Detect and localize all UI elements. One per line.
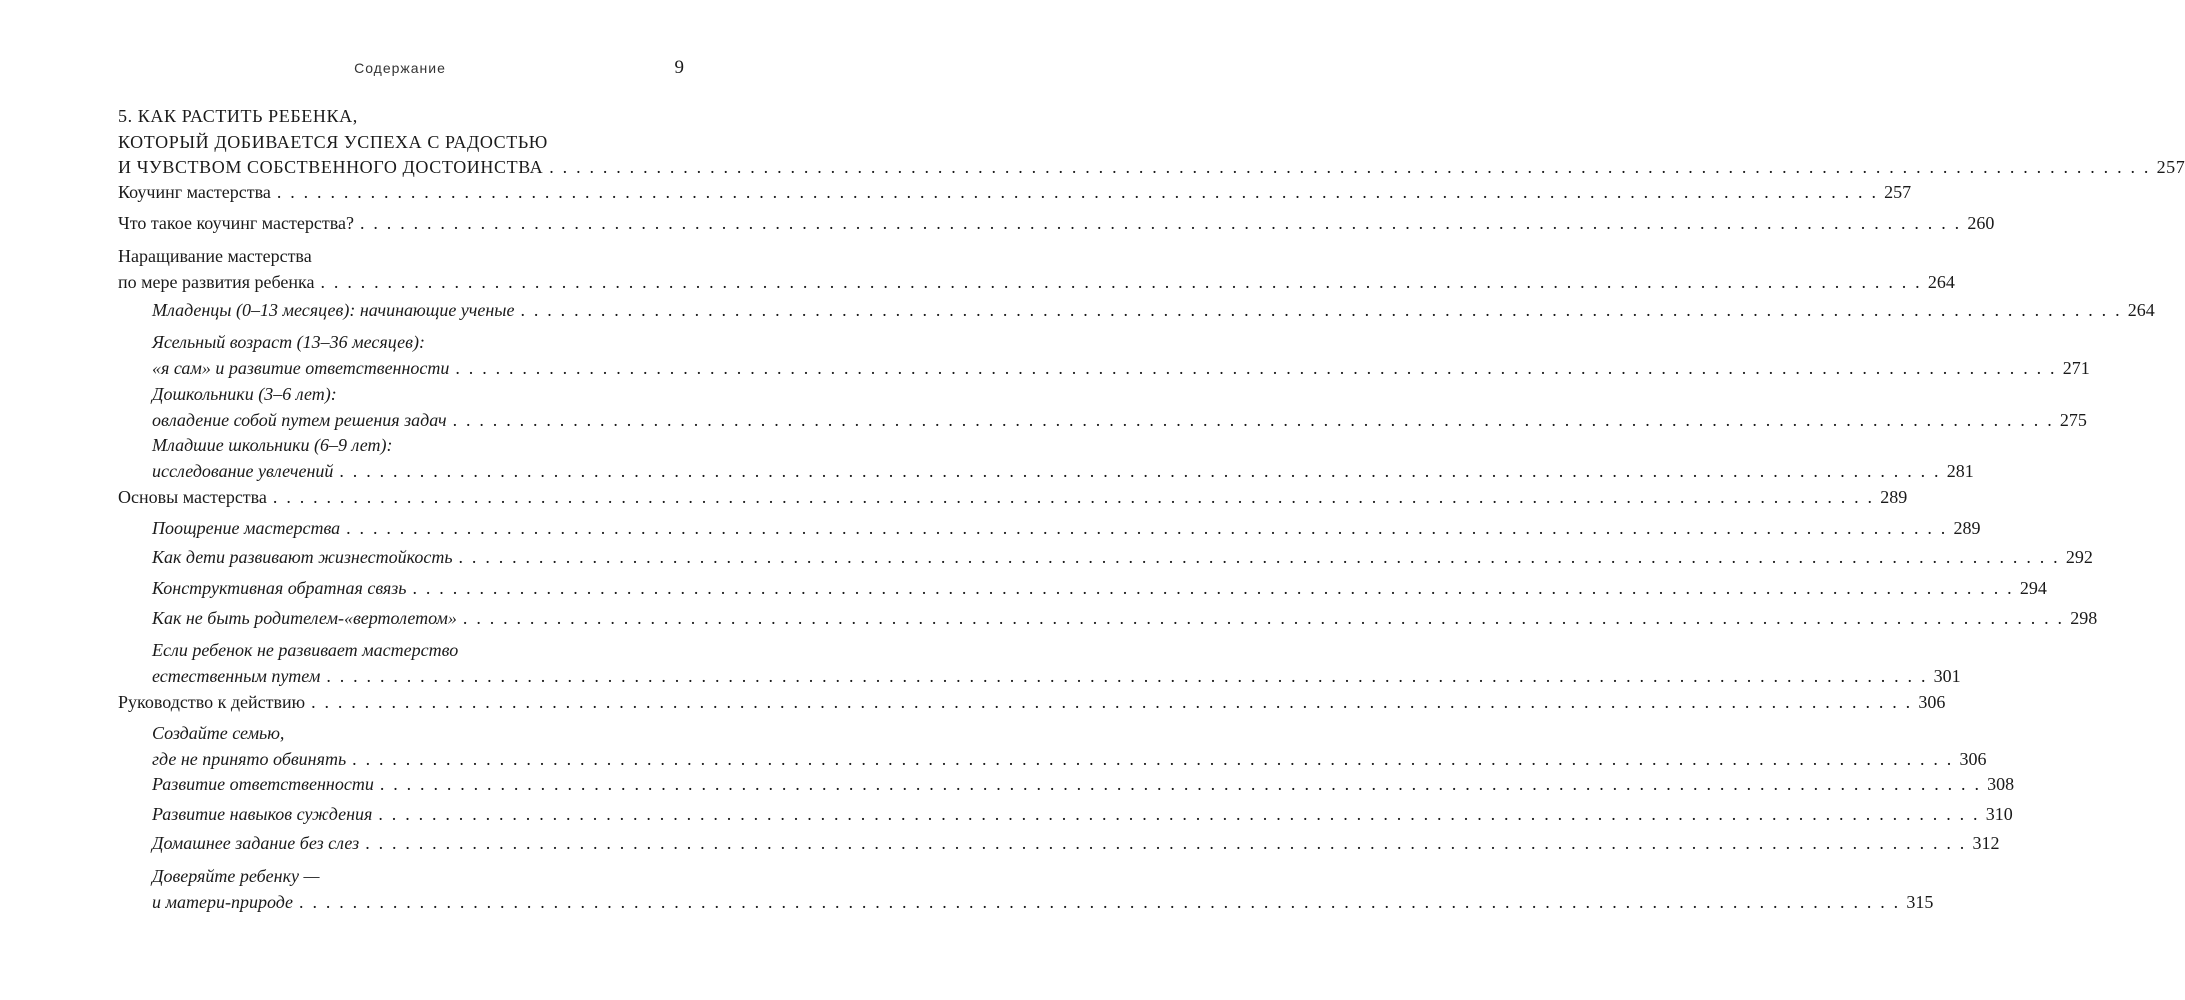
dot-leader: . . . . . . . . . . . . . . . . . . . . . . . . . . . . . . . . . . . . . . . . . . . . . . . . . . . . . . . . . . . . . . . . . . . . . . . . . . . . . . . . . . . . . . . . . . . . . . . . . . . . . . . . . . . . . . . . . . . . . . . . <box>455 357 2057 378</box>
toc-entry-title-line: Развитие ответственности <box>152 774 374 794</box>
toc-entry[interactable] <box>152 433 1974 484</box>
toc-entry-last-line <box>118 690 1946 716</box>
toc-entry-title-line: Поощрение мастерства <box>152 518 341 538</box>
toc-entry[interactable] <box>152 606 2098 632</box>
dot-leader: . . . . . . . . . . . . . . . . . . . . . . . . . . . . . . . . . . . . . . . . . . . . . . . . . . . . . . . . . . . . . . . . . . . . . . . . . . . . . . . . . . . . . . . . . . . . . . . . . . . . . . . . . . . . . . . . . . . . . . . . <box>360 213 1962 233</box>
toc-entry-title-line: Наращивание мастерства <box>118 246 312 266</box>
toc-page-number: 308 <box>1987 774 2015 794</box>
toc-entry-title-line: Основы мастерства <box>118 487 267 507</box>
toc-entry-title-line: по мере развития ребенка <box>118 271 315 292</box>
dot-leader: . . . . . . . . . . . . . . . . . . . . . . . . . . . . . . . . . . . . . . . . . . . . . . . . . . . . . . . . . . . . . . . . . . . . . . . . . . . . . . . . . . . . . . . . . . . . . . . . . . . . . . . . . . . . . . . . . . . . . . . . <box>276 182 1879 202</box>
toc-entry-title-line: Дошкольники (3–6 лет): <box>152 384 337 404</box>
toc-entry[interactable] <box>152 864 1934 915</box>
toc-entry[interactable] <box>152 772 2015 798</box>
toc-entry-last-line <box>152 802 2013 828</box>
toc-entry-last-line <box>152 408 2087 434</box>
dot-leader: . . . . . . . . . . . . . . . . . . . . . . . . . . . . . . . . . . . . . . . . . . . . . . . . . . . . . . . . . . . . . . . . . . . . . . . . . . . . . . . . . . . . . . . . . . . . . . . . . . . . . . . . . . . . . . . . . . . . . . . . <box>462 608 2065 628</box>
toc-page-number: 306 <box>1918 692 1946 712</box>
toc-entry-last-line <box>118 155 2185 181</box>
toc-entry-last-line <box>152 356 2090 382</box>
toc-page-number: 301 <box>1933 665 1961 686</box>
toc-page-number: 289 <box>1880 487 1908 507</box>
toc-entry-last-line <box>152 545 2093 571</box>
toc-entry[interactable] <box>152 831 2000 857</box>
toc-page-number: 264 <box>2127 300 2155 320</box>
toc-entry[interactable] <box>152 382 2087 433</box>
dot-leader: . . . . . . . . . . . . . . . . . . . . . . . . . . . . . . . . . . . . . . . . . . . . . . . . . . . . . . . . . . . . . . . . . . . . . . . . . . . . . . . . . . . . . . . . . . . . . . . . . . . . . . . . . . . . . . . . . . . . . . . . <box>320 271 1922 292</box>
toc-entry[interactable] <box>152 721 1987 772</box>
toc-entry-title-line: исследование увлечений <box>152 460 334 481</box>
toc-entry[interactable] <box>118 485 1908 511</box>
dot-leader: . . . . . . . . . . . . . . . . . . . . . . . . . . . . . . . . . . . . . . . . . . . . . . . . . . . . . . . . . . . . . . . . . . . . . . . . . . . . . . . . . . . . . . . . . . . . . . . . . . . . . . . . . . . . . . . . . . . . . . . . <box>272 487 1875 507</box>
toc-entry-last-line <box>152 606 2098 632</box>
toc-entry[interactable] <box>152 638 1961 689</box>
toc-entry-title-line: Что такое коучинг мастерства? <box>118 213 354 233</box>
dot-leader: . . . . . . . . . . . . . . . . . . . . . . . . . . . . . . . . . . . . . . . . . . . . . . . . . . . . . . . . . . . . . . . . . . . . . . . . . . . . . . . . . . . . . . . . . . . . . . . . . . . . . . . . . . . . . . . . . . . . . . . . <box>339 460 1941 481</box>
toc-entry-last-line <box>152 772 2015 798</box>
toc-page-number: 264 <box>1927 271 1955 292</box>
toc-page-number: 260 <box>1967 213 1995 233</box>
toc-entry[interactable] <box>152 330 2090 381</box>
toc-entry-title-line: Руководство к действию <box>118 692 306 712</box>
dot-leader: . . . . . . . . . . . . . . . . . . . . . . . . . . . . . . . . . . . . . . . . . . . . . . . . . . . . . . . . . . . . . . . . . . . . . . . . . . . . . . . . . . . . . . . . . . . . . . . . . . . . . . . . . . . . . . . . . . . . . . . . <box>520 300 2122 320</box>
toc-entry-last-line <box>152 516 1981 542</box>
toc-entry-last-line <box>118 485 1908 511</box>
toc-entry[interactable] <box>118 211 1995 237</box>
toc-entry-title-line: И ЧУВСТВОМ СОБСТВЕННОГО ДОСТОИНСТВА <box>118 157 544 177</box>
toc-entry-title-line: естественным путем <box>152 665 321 686</box>
toc-entry-title-line: Ясельный возраст (13–36 месяцев): <box>152 332 425 352</box>
dot-leader: . . . . . . . . . . . . . . . . . . . . . . . . . . . . . . . . . . . . . . . . . . . . . . . . . . . . . . . . . . . . . . . . . . . . . . . . . . . . . . . . . . . . . . . . . . . . . . . . . . . . . . . . . . . . . . . . . . . . . . . . <box>378 804 1980 824</box>
dot-leader: . . . . . . . . . . . . . . . . . . . . . . . . . . . . . . . . . . . . . . . . . . . . . . . . . . . . . . . . . . . . . . . . . . . . . . . . . . . . . . . . . . . . . . . . . . . . . . . . . . . . . . . . . . . . . . . . . . . . . . . . <box>365 833 1967 853</box>
toc-entry-last-line <box>152 298 2155 324</box>
dot-leader: . . . . . . . . . . . . . . . . . . . . . . . . . . . . . . . . . . . . . . . . . . . . . . . . . . . . . . . . . . . . . . . . . . . . . . . . . . . . . . . . . . . . . . . . . . . . . . . . . . . . . . . . . . . . . . . . . . . . . . . . <box>412 578 2014 598</box>
toc-entry[interactable] <box>152 545 2093 571</box>
dot-leader: . . . . . . . . . . . . . . . . . . . . . . . . . . . . . . . . . . . . . . . . . . . . . . . . . . . . . . . . . . . . . . . . . . . . . . . . . . . . . . . . . . . . . . . . . . . . . . . . . . . . . . . . . . . . . . . . . . . . . . . . <box>452 409 2054 430</box>
dot-leader: . . . . . . . . . . . . . . . . . . . . . . . . . . . . . . . . . . . . . . . . . . . . . . . . . . . . . . . . . . . . . . . . . . . . . . . . . . . . . . . . . . . . . . . . . . . . . . . . . . . . . . . . . . . . . . . . . . . . . . . . <box>299 891 1901 912</box>
toc-entry-title-line: Как не быть родителем-«вертолетом» <box>152 608 457 628</box>
toc-entry-title-line: Как дети развивают жизнестойкость <box>152 547 453 567</box>
toc-entry-last-line <box>152 664 1961 690</box>
dot-leader: . . . . . . . . . . . . . . . . . . . . . . . . . . . . . . . . . . . . . . . . . . . . . . . . . . . . . . . . . . . . . . . . . . . . . . . . . . . . . . . . . . . . . . . . . . . . . . . . . . . . . . . . . . . . . . . . . . . . . . . . <box>379 774 1982 794</box>
toc-entry-last-line <box>152 576 2047 602</box>
page-number: 9 <box>674 57 684 78</box>
dot-leader: . . . . . . . . . . . . . . . . . . . . . . . . . . . . . . . . . . . . . . . . . . . . . . . . . . . . . . . . . . . . . . . . . . . . . . . . . . . . . . . . . . . . . . . . . . . . . . . . . . . . . . . . . . . . . . . . . . . . . . . . <box>549 157 2151 177</box>
toc-entry[interactable] <box>152 298 2155 324</box>
toc-page-number: 294 <box>2019 578 2047 598</box>
toc-page-number: 275 <box>2059 409 2087 430</box>
toc-entry-title-line: Если ребенок не развивает мастерство <box>152 640 459 660</box>
toc-page-number: 298 <box>2070 608 2098 628</box>
toc-entry-title-line: 5. КАК РАСТИТЬ РЕБЕНКА, <box>118 106 358 126</box>
dot-leader: . . . . . . . . . . . . . . . . . . . . . . . . . . . . . . . . . . . . . . . . . . . . . . . . . . . . . . . . . . . . . . . . . . . . . . . . . . . . . . . . . . . . . . . . . . . . . . . . . . . . . . . . . . . . . . . . . . . . . . . . <box>311 692 1913 712</box>
toc-entry[interactable] <box>152 802 2013 828</box>
toc-entry-last-line <box>118 211 1995 237</box>
toc-entry-last-line <box>118 180 1912 206</box>
toc-entry-title-line: Доверяйте ребенку — <box>152 866 320 886</box>
toc-entry-title-line: Младшие школьники (6–9 лет): <box>152 435 393 455</box>
toc-page-number: 257 <box>1884 182 1912 202</box>
toc-entry[interactable] <box>118 690 1946 716</box>
toc-entry[interactable] <box>152 576 2047 602</box>
toc-entry-last-line <box>152 831 2000 857</box>
dot-leader: . . . . . . . . . . . . . . . . . . . . . . . . . . . . . . . . . . . . . . . . . . . . . . . . . . . . . . . . . . . . . . . . . . . . . . . . . . . . . . . . . . . . . . . . . . . . . . . . . . . . . . . . . . . . . . . . . . . . . . . . <box>352 748 1954 769</box>
toc-entry-last-line <box>152 890 1934 916</box>
toc-page-number: 271 <box>2062 357 2090 378</box>
toc-page-number: 312 <box>1972 833 2000 853</box>
toc-page-number: 281 <box>1946 460 1974 481</box>
toc-page-number: 257 <box>2156 157 2185 177</box>
toc-entry-title-line: «я сам» и развитие ответственности <box>152 357 450 378</box>
toc-entry-title-line: Развитие навыков суждения <box>152 804 373 824</box>
toc-page-number: 292 <box>2065 547 2093 567</box>
toc-entry-title-line: овладение собой путем решения задач <box>152 409 447 430</box>
toc-entry-last-line <box>152 747 1987 773</box>
toc-page-number: 289 <box>1953 518 1981 538</box>
toc-entry[interactable] <box>152 516 1981 542</box>
dot-leader: . . . . . . . . . . . . . . . . . . . . . . . . . . . . . . . . . . . . . . . . . . . . . . . . . . . . . . . . . . . . . . . . . . . . . . . . . . . . . . . . . . . . . . . . . . . . . . . . . . . . . . . . . . . . . . . . . . . . . . . . <box>346 518 1948 538</box>
toc-entry-title-line: где не принято обвинять <box>152 748 347 769</box>
toc-entry-title-line: Создайте семью, <box>152 723 285 743</box>
toc-entry[interactable] <box>118 244 1955 295</box>
toc-entry-title-line: Коучинг мастерства <box>118 182 271 202</box>
running-head: Содержание <box>354 60 446 76</box>
dot-leader: . . . . . . . . . . . . . . . . . . . . . . . . . . . . . . . . . . . . . . . . . . . . . . . . . . . . . . . . . . . . . . . . . . . . . . . . . . . . . . . . . . . . . . . . . . . . . . . . . . . . . . . . . . . . . . . . . . . . . . . . <box>458 547 2060 567</box>
toc-page-number: 306 <box>1959 748 1987 769</box>
toc-entry-title-line: КОТОРЫЙ ДОБИВАЕТСЯ УСПЕХА С РАДОСТЬЮ <box>118 131 548 152</box>
dot-leader: . . . . . . . . . . . . . . . . . . . . . . . . . . . . . . . . . . . . . . . . . . . . . . . . . . . . . . . . . . . . . . . . . . . . . . . . . . . . . . . . . . . . . . . . . . . . . . . . . . . . . . . . . . . . . . . . . . . . . . . . <box>326 665 1928 686</box>
toc-entry-last-line <box>118 270 1955 296</box>
toc-entry-last-line <box>152 459 1974 485</box>
toc-entry-title-line: и матери-природе <box>152 891 294 912</box>
toc-entry-title-line: Конструктивная обратная связь <box>152 578 407 598</box>
toc-entry-title-line: Младенцы (0–13 месяцев): начинающие ученые <box>152 300 515 320</box>
toc-entry[interactable] <box>118 180 1912 206</box>
toc-page-number: 315 <box>1906 891 1934 912</box>
toc-page-number: 310 <box>1985 804 2013 824</box>
toc-entry[interactable] <box>118 104 2185 181</box>
toc-entry-title-line: Домашнее задание без слез <box>152 833 360 853</box>
